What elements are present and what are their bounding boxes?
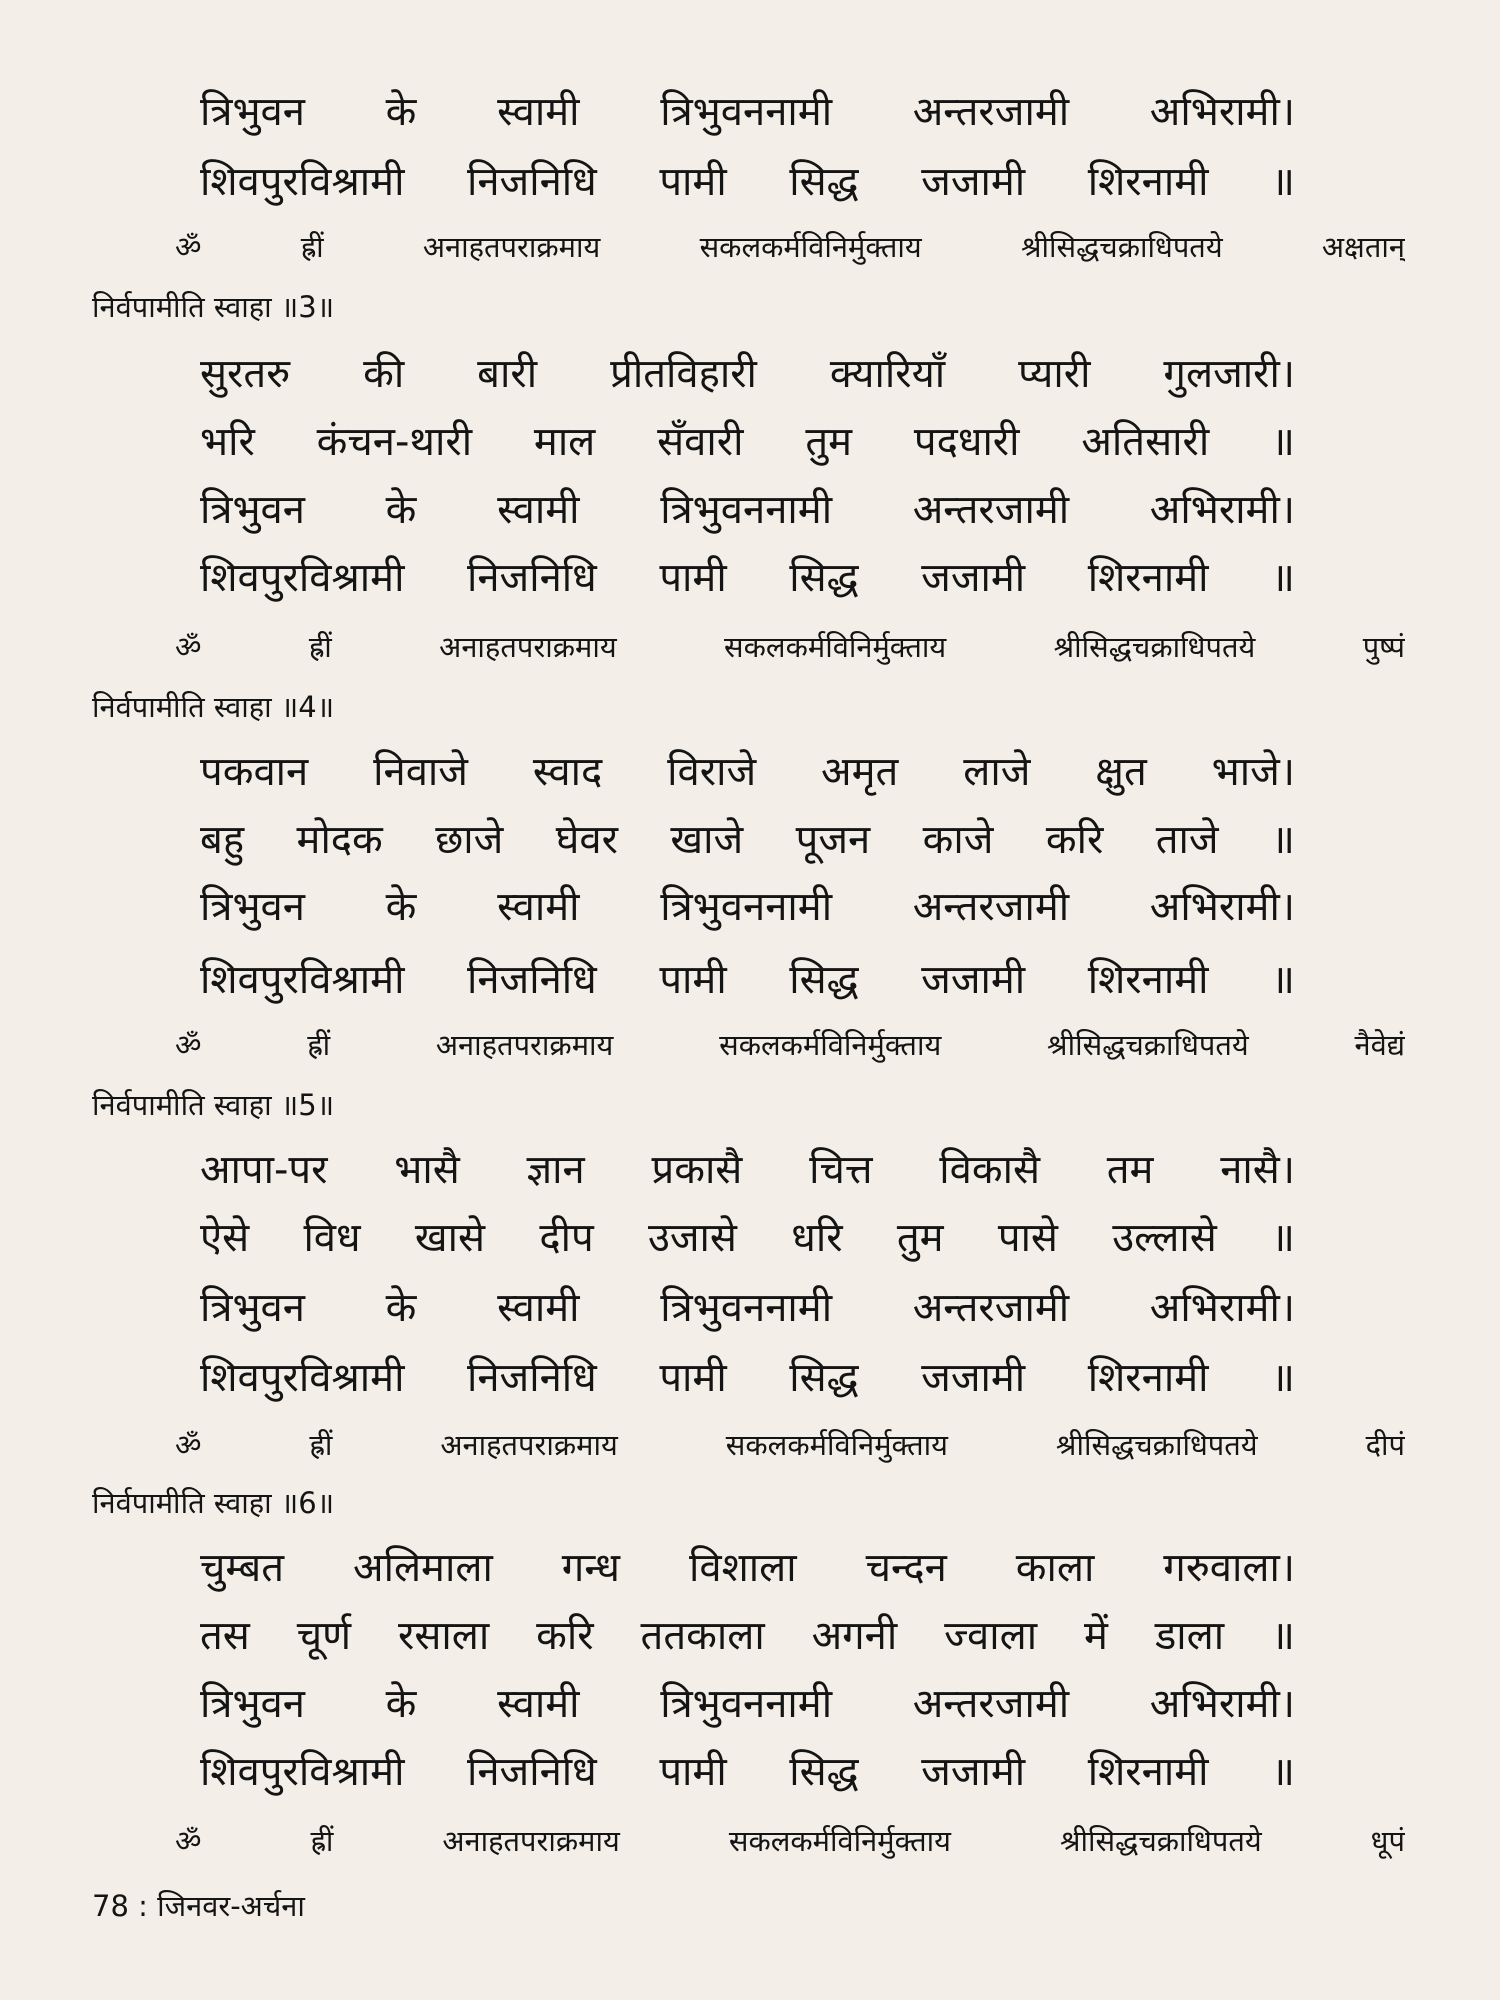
mantra-ending: निर्वपामीति स्वाहा ॥3॥ [92, 290, 335, 324]
verse-line: बहु मोदक छाजे घेवर खाजे पूजन काजे करि ताजे ॥ [200, 817, 1295, 863]
verse-line: आपा-पर भासै ज्ञान प्रकासै चित्त विकासै तम नासै। [200, 1147, 1295, 1193]
verse-line: त्रिभुवन के स्वामी त्रिभुवननामी अन्तरजामी अभिरामी। [200, 1285, 1295, 1331]
mantra-ending: निर्वपामीति स्वाहा ॥4॥ [92, 690, 335, 724]
verse-line: त्रिभुवन के स्वामी त्रिभुवननामी अन्तरजामी अभिरामी। [200, 89, 1295, 135]
page-footer: 78 : जिनवर-अर्चना [92, 1889, 305, 1923]
verse-line: भरि कंचन-थारी माल सँवारी तुम पदधारी अतिसारी ॥ [200, 419, 1295, 465]
mantra-line: ॐ ह्रीं अनाहतपराक्रमाय सकलकर्मविनिर्मुक्ताय श्रीसिद्धचक्राधिपतये नैवेद्यं [175, 1028, 1405, 1062]
mantra-line: ॐ ह्रीं अनाहतपराक्रमाय सकलकर्मविनिर्मुक्ताय श्रीसिद्धचक्राधिपतये अक्षतान् [175, 230, 1405, 264]
verse-line: शिवपुरविश्रामी निजनिधि पामी सिद्ध जजामी शिरनामी ॥ [200, 555, 1295, 601]
verse-line: त्रिभुवन के स्वामी त्रिभुवननामी अन्तरजामी अभिरामी। [200, 487, 1295, 533]
verse-line: चुम्बत अलिमाला गन्ध विशाला चन्दन काला गरुवाला। [200, 1545, 1295, 1591]
mantra-line: ॐ ह्रीं अनाहतपराक्रमाय सकलकर्मविनिर्मुक्ताय श्रीसिद्धचक्राधिपतये दीपं [175, 1428, 1405, 1462]
mantra-ending: निर्वपामीति स्वाहा ॥6॥ [92, 1486, 335, 1520]
verse-line: शिवपुरविश्रामी निजनिधि पामी सिद्ध जजामी शिरनामी ॥ [200, 957, 1295, 1003]
verse-line: शिवपुरविश्रामी निजनिधि पामी सिद्ध जजामी शिरनामी ॥ [200, 159, 1295, 205]
verse-line: त्रिभुवन के स्वामी त्रिभुवननामी अन्तरजामी अभिरामी। [200, 1681, 1295, 1727]
mantra-ending: निर्वपामीति स्वाहा ॥5॥ [92, 1088, 335, 1122]
verse-line: ऐसे विध खासे दीप उजासे धरि तुम पासे उल्लासे ॥ [200, 1215, 1295, 1261]
mantra-line: ॐ ह्रीं अनाहतपराक्रमाय सकलकर्मविनिर्मुक्ताय श्रीसिद्धचक्राधिपतये धूपं [175, 1824, 1405, 1858]
verse-line: तस चूर्ण रसाला करि ततकाला अगनी ज्वाला में डाला ॥ [200, 1613, 1295, 1659]
verse-line: त्रिभुवन के स्वामी त्रिभुवननामी अन्तरजामी अभिरामी। [200, 884, 1295, 930]
verse-line: शिवपुरविश्रामी निजनिधि पामी सिद्ध जजामी शिरनामी ॥ [200, 1749, 1295, 1795]
verse-line: शिवपुरविश्रामी निजनिधि पामी सिद्ध जजामी शिरनामी ॥ [200, 1355, 1295, 1401]
mantra-line: ॐ ह्रीं अनाहतपराक्रमाय सकलकर्मविनिर्मुक्ताय श्रीसिद्धचक्राधिपतये पुष्पं [175, 630, 1405, 664]
verse-line: पकवान निवाजे स्वाद विराजे अमृत लाजे क्षुत भाजे। [200, 749, 1295, 795]
verse-line: सुरतरु की बारी प्रीतविहारी क्यारियाँ प्यारी गुलजारी। [200, 351, 1295, 397]
